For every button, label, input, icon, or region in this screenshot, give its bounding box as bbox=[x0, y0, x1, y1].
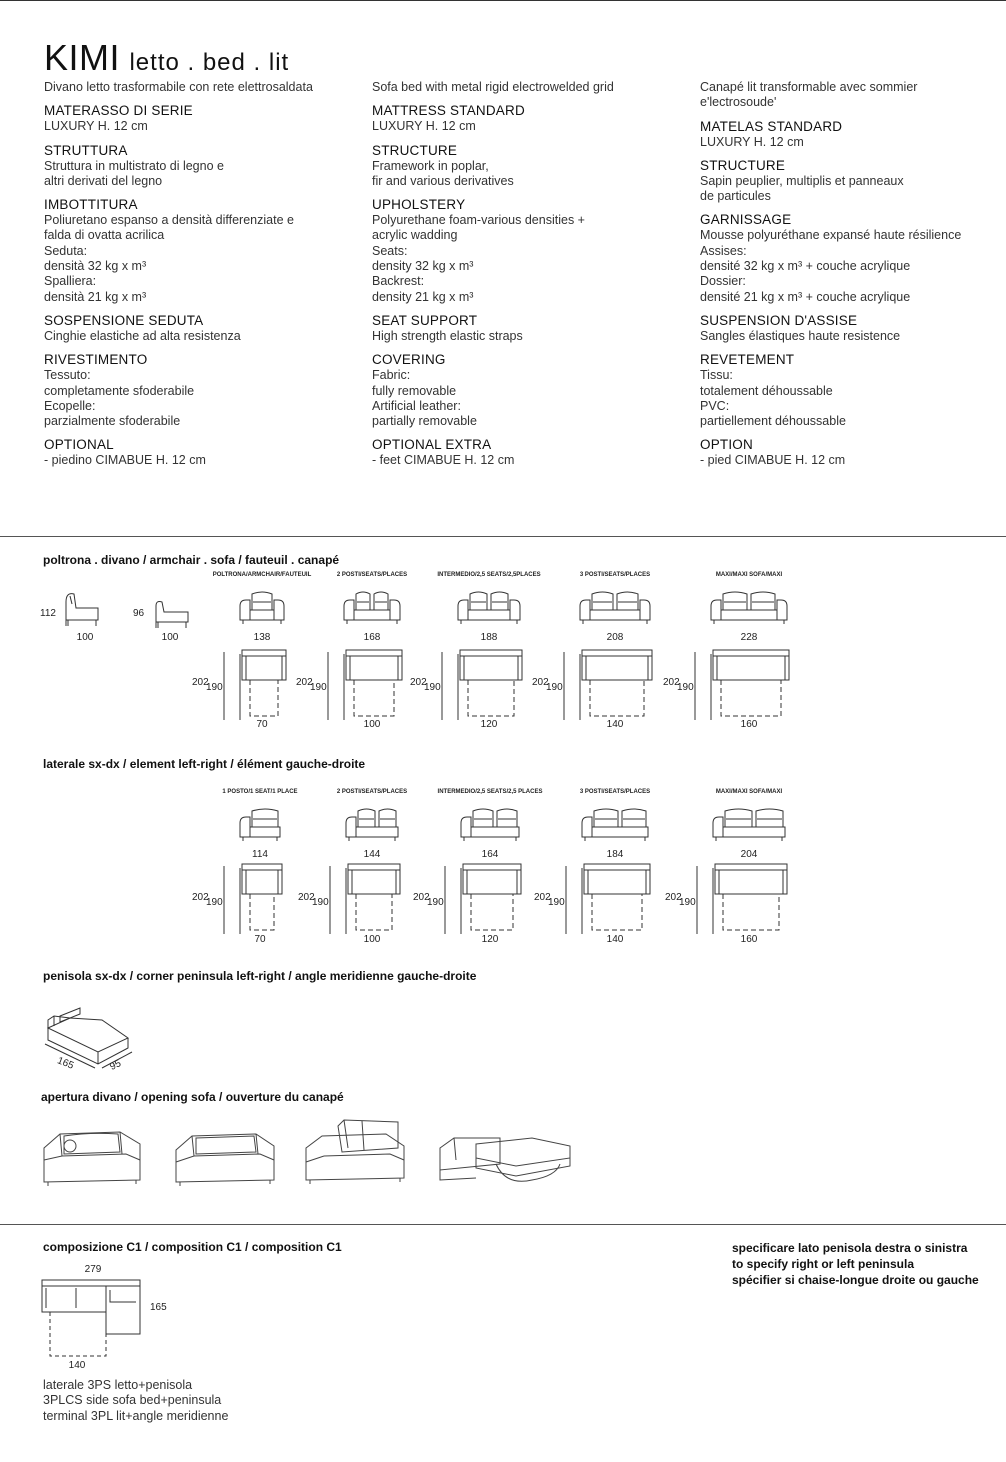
composition-desc-line: laterale 3PS letto+penisola bbox=[43, 1378, 193, 1392]
bed-length: 190 bbox=[548, 897, 565, 908]
spec-line: density 21 kg x m³ bbox=[372, 289, 474, 304]
spec-line: - feet CIMABUE H. 12 cm bbox=[372, 453, 515, 468]
model-label: 3 POSTI/SEATS/PLACES bbox=[579, 572, 651, 578]
bed-total-length: 202 bbox=[663, 677, 680, 688]
sofa-front-view bbox=[237, 588, 287, 630]
spec-line: LUXURY H. 12 cm bbox=[700, 134, 804, 149]
bed-length: 190 bbox=[546, 682, 563, 693]
bed-total-length: 202 bbox=[413, 892, 430, 903]
spec-line: Poliuretano espanso a densità differenziate e bbox=[44, 213, 294, 228]
side-height-label: 112 bbox=[40, 608, 56, 619]
composition-note-line: spécifier si chaise-longue droite ou gauche bbox=[732, 1273, 979, 1287]
bed-width: 120 bbox=[480, 719, 498, 730]
column-intro bbox=[372, 80, 672, 95]
spec-block bbox=[44, 313, 344, 344]
spec-block bbox=[372, 437, 672, 468]
composition-desc-line: 3PLCS side sofa bed+peninsula bbox=[43, 1393, 222, 1408]
spec-heading: OPTIONAL bbox=[44, 437, 114, 453]
spec-line: densité 32 kg x m³ + couche acrylique bbox=[700, 259, 911, 274]
bed-width: 140 bbox=[606, 719, 624, 730]
spec-line: LUXURY H. 12 cm bbox=[44, 119, 148, 134]
spec-heading: MATERASSO DI SERIE bbox=[44, 103, 193, 119]
peninsula-drawing bbox=[40, 998, 140, 1073]
section-divider bbox=[0, 536, 1006, 537]
model-width: 144 bbox=[363, 849, 381, 860]
side-depth-label: 100 bbox=[76, 632, 94, 643]
spec-heading: SUSPENSION D'ASSISE bbox=[700, 312, 858, 328]
spec-heading: SEAT SUPPORT bbox=[372, 312, 478, 328]
model-width: 184 bbox=[606, 849, 624, 860]
model-label: MAXI/MAXI SOFA/MAXI bbox=[715, 789, 783, 795]
sofa-front-view bbox=[341, 588, 403, 630]
top-rule bbox=[0, 0, 1006, 1]
spec-heading: MATTRESS STANDARD bbox=[372, 103, 525, 119]
spec-line: - pied CIMABUE H. 12 cm bbox=[700, 453, 846, 468]
model-width: 138 bbox=[253, 632, 271, 643]
bed-width: 100 bbox=[363, 934, 381, 945]
model-width: 168 bbox=[363, 632, 381, 643]
bed-width: 70 bbox=[254, 934, 266, 945]
bed-length: 190 bbox=[206, 897, 223, 908]
model-label: INTERMEDIO/2,5 SEATS/2,5PLACES bbox=[437, 572, 541, 578]
spec-block bbox=[700, 212, 1000, 304]
spec-line: partially removable bbox=[372, 414, 477, 429]
spec-line: Framework in poplar, bbox=[372, 158, 489, 173]
spec-line: de particules bbox=[700, 189, 771, 204]
element-bed-plan-view bbox=[443, 862, 521, 942]
bed-width: 70 bbox=[256, 719, 268, 730]
spec-line: densité 21 kg x m³ + couche acrylique bbox=[700, 289, 911, 304]
model-width: 228 bbox=[740, 632, 758, 643]
bed-total-length: 202 bbox=[296, 677, 313, 688]
sofa-front-view bbox=[455, 588, 523, 630]
spec-line: LUXURY H. 12 cm bbox=[372, 119, 476, 134]
spec-block bbox=[44, 352, 344, 429]
sofa-bed-plan-view bbox=[326, 648, 402, 728]
spec-line: Sapin peuplier, multiplis et panneaux bbox=[700, 173, 904, 188]
model-label: POLTRONA/ARMCHAIR/FAUTEUIL bbox=[212, 572, 312, 578]
opening-step-3-drawing bbox=[302, 1118, 412, 1190]
spec-line: Struttura in multistrato di legno e bbox=[44, 158, 224, 173]
spec-block bbox=[372, 313, 672, 344]
spec-line: Cinghie elastiche ad alta resistenza bbox=[44, 328, 241, 343]
spec-line: Spalliera: bbox=[44, 274, 97, 289]
spec-heading: SOSPENSIONE SEDUTA bbox=[44, 312, 204, 328]
armchair-side-view-low bbox=[152, 592, 192, 632]
spec-line: totalement déhoussable bbox=[700, 383, 833, 398]
bed-total-length: 202 bbox=[192, 892, 209, 903]
sofa-bed-plan-view bbox=[562, 648, 652, 728]
spec-block bbox=[372, 103, 672, 134]
model-label: 3 POSTI/SEATS/PLACES bbox=[579, 789, 651, 795]
composition-desc-line: terminal 3PL lit+angle meridienne bbox=[43, 1408, 229, 1423]
spec-line: density 32 kg x m³ bbox=[372, 259, 474, 274]
composition-note bbox=[732, 1240, 979, 1288]
spec-line: completamente sfoderabile bbox=[44, 383, 195, 398]
bed-length: 190 bbox=[424, 682, 441, 693]
element-bed-plan-view bbox=[564, 862, 650, 942]
sofa-bed-plan-view bbox=[440, 648, 522, 728]
bed-length: 190 bbox=[206, 682, 223, 693]
spec-block bbox=[44, 103, 344, 134]
column-intro bbox=[700, 80, 1000, 111]
spec-block bbox=[700, 437, 1000, 468]
spec-line: Polyurethane foam-various densities + bbox=[372, 213, 585, 228]
spec-column-french bbox=[700, 80, 1000, 469]
spec-line: fully removable bbox=[372, 383, 457, 398]
bed-width: 160 bbox=[740, 719, 758, 730]
spec-heading: OPTION bbox=[700, 437, 753, 453]
element-front-view bbox=[343, 805, 401, 847]
bed-length: 190 bbox=[677, 682, 694, 693]
armchair-side-view-high bbox=[62, 590, 102, 630]
spec-line: fir and various derivatives bbox=[372, 173, 514, 188]
model-width: 208 bbox=[606, 632, 624, 643]
sofa-bed-plan-view bbox=[693, 648, 789, 728]
spec-line: falda di ovatta acrilica bbox=[44, 228, 165, 243]
model-label: 1 POSTO/1 SEAT/1 PLACE bbox=[222, 789, 298, 795]
model-label: INTERMEDIO/2,5 SEATS/2,5 PLACES bbox=[437, 789, 543, 795]
spec-line: Backrest: bbox=[372, 274, 425, 289]
model-width: 204 bbox=[740, 849, 758, 860]
element-front-view bbox=[237, 805, 283, 847]
sofa-front-view bbox=[708, 588, 790, 630]
composition-bed-width: 140 bbox=[68, 1360, 86, 1371]
spec-line: Sangles élastiques haute resistence bbox=[700, 328, 901, 343]
element-bed-plan-view bbox=[222, 862, 282, 942]
bed-length: 190 bbox=[679, 897, 696, 908]
model-label: 2 POSTI/SEATS/PLACES bbox=[336, 789, 408, 795]
model-width: 114 bbox=[252, 849, 268, 860]
spec-line: altri derivati del legno bbox=[44, 173, 163, 188]
element-front-view bbox=[579, 805, 651, 847]
opening-step-2-drawing bbox=[172, 1120, 282, 1190]
product-name: KIMI bbox=[44, 37, 121, 78]
spec-line: partiellement déhoussable bbox=[700, 414, 846, 429]
spec-block bbox=[700, 313, 1000, 344]
page-title bbox=[44, 38, 289, 83]
composition-width: 279 bbox=[84, 1264, 102, 1275]
bed-total-length: 202 bbox=[298, 892, 315, 903]
model-label: 2 POSTI/SEATS/PLACES bbox=[336, 572, 408, 578]
bed-total-length: 202 bbox=[534, 892, 551, 903]
spec-heading: UPHOLSTERY bbox=[372, 197, 466, 213]
spec-line: densità 32 kg x m³ bbox=[44, 259, 147, 274]
spec-column-italian bbox=[44, 80, 344, 469]
bed-length: 190 bbox=[427, 897, 444, 908]
intro-line: Canapé lit transformable avec sommier bbox=[700, 80, 918, 94]
spec-heading: OPTIONAL EXTRA bbox=[372, 437, 492, 453]
spec-column-english bbox=[372, 80, 672, 469]
composition-note-line: specificare lato penisola destra o sinistra bbox=[732, 1241, 968, 1255]
opening-section-title: apertura divano / opening sofa / ouverture du canapé bbox=[41, 1090, 344, 1104]
intro-line: e'lectrosoude' bbox=[700, 95, 777, 110]
spec-line: PVC: bbox=[700, 398, 730, 413]
spec-line: densità 21 kg x m³ bbox=[44, 289, 147, 304]
bed-length: 190 bbox=[310, 682, 327, 693]
intro-line: Sofa bed with metal rigid electrowelded grid bbox=[372, 80, 614, 94]
spec-line: Assises: bbox=[700, 243, 747, 258]
sofa-section-title: poltrona . divano / armchair . sofa / fauteuil . canapé bbox=[43, 553, 340, 567]
spec-heading: COVERING bbox=[372, 352, 446, 368]
spec-line: High strength elastic straps bbox=[372, 328, 523, 343]
spec-line: parzialmente sfoderabile bbox=[44, 414, 181, 429]
side-height-label: 96 bbox=[133, 608, 145, 619]
bed-width: 120 bbox=[481, 934, 499, 945]
bed-length: 190 bbox=[312, 897, 329, 908]
side-depth-label: 100 bbox=[161, 632, 179, 643]
element-section-title: laterale sx-dx / element left-right / élément gauche-droite bbox=[43, 757, 366, 771]
spec-line: Tessuto: bbox=[44, 368, 91, 383]
peninsula-width: 95 bbox=[108, 1058, 123, 1073]
spec-block bbox=[44, 143, 344, 190]
composition-depth: 165 bbox=[150, 1302, 167, 1313]
spec-block bbox=[700, 158, 1000, 205]
peninsula-section-title: penisola sx-dx / corner peninsula left-right / angle meridienne gauche-droite bbox=[43, 969, 477, 983]
spec-block bbox=[372, 352, 672, 429]
opening-step-4-drawing bbox=[436, 1134, 576, 1190]
bed-width: 100 bbox=[363, 719, 381, 730]
column-intro bbox=[44, 80, 344, 95]
spec-block bbox=[700, 352, 1000, 429]
spec-block bbox=[700, 119, 1000, 150]
composition-drawing bbox=[40, 1278, 150, 1363]
bed-total-length: 202 bbox=[410, 677, 427, 688]
bed-total-length: 202 bbox=[532, 677, 549, 688]
spec-heading: MATELAS STANDARD bbox=[700, 118, 843, 134]
spec-line: Tissu: bbox=[700, 368, 733, 383]
spec-heading: STRUCTURE bbox=[700, 157, 786, 173]
spec-block bbox=[44, 437, 344, 468]
spec-block bbox=[44, 197, 344, 305]
model-width: 188 bbox=[480, 632, 498, 643]
spec-heading: RIVESTIMENTO bbox=[44, 352, 148, 368]
opening-step-1-drawing bbox=[40, 1120, 150, 1190]
element-bed-plan-view bbox=[328, 862, 400, 942]
spec-line: Artificial leather: bbox=[372, 398, 461, 413]
spec-heading: REVETEMENT bbox=[700, 352, 795, 368]
element-front-view bbox=[458, 805, 522, 847]
spec-line: - piedino CIMABUE H. 12 cm bbox=[44, 453, 206, 468]
spec-line: Dossier: bbox=[700, 274, 746, 289]
spec-line: Seduta: bbox=[44, 243, 88, 258]
element-front-view bbox=[710, 805, 788, 847]
peninsula-length: 165 bbox=[55, 1055, 76, 1072]
spec-line: Mousse polyuréthane expansé haute résilience bbox=[700, 228, 962, 243]
bed-width: 160 bbox=[740, 934, 758, 945]
spec-line: Seats: bbox=[372, 243, 408, 258]
product-subtitle: letto . bed . lit bbox=[129, 49, 290, 76]
element-bed-plan-view bbox=[695, 862, 787, 942]
composition-description bbox=[43, 1378, 228, 1424]
spec-line: Fabric: bbox=[372, 368, 411, 383]
spec-heading: STRUTTURA bbox=[44, 142, 128, 158]
spec-heading: GARNISSAGE bbox=[700, 212, 792, 228]
spec-line: acrylic wadding bbox=[372, 228, 458, 243]
spec-line: Ecopelle: bbox=[44, 398, 96, 413]
spec-heading: STRUCTURE bbox=[372, 142, 458, 158]
model-label: MAXI/MAXI SOFA/MAXI bbox=[715, 572, 783, 578]
sofa-front-view bbox=[577, 588, 653, 630]
spec-block bbox=[372, 197, 672, 305]
bed-width: 140 bbox=[606, 934, 624, 945]
bed-total-length: 202 bbox=[192, 677, 209, 688]
composition-note-line: to specify right or left peninsula bbox=[732, 1257, 915, 1271]
spec-block bbox=[372, 143, 672, 190]
spec-heading: IMBOTTITURA bbox=[44, 197, 138, 213]
composition-section-title: composizione C1 / composition C1 / composition C1 bbox=[43, 1240, 342, 1254]
sofa-bed-plan-view bbox=[222, 648, 286, 728]
section-divider bbox=[0, 1224, 1006, 1225]
bed-total-length: 202 bbox=[665, 892, 682, 903]
intro-line: Divano letto trasformabile con rete elettrosaldata bbox=[44, 80, 313, 94]
model-width: 164 bbox=[481, 849, 499, 860]
